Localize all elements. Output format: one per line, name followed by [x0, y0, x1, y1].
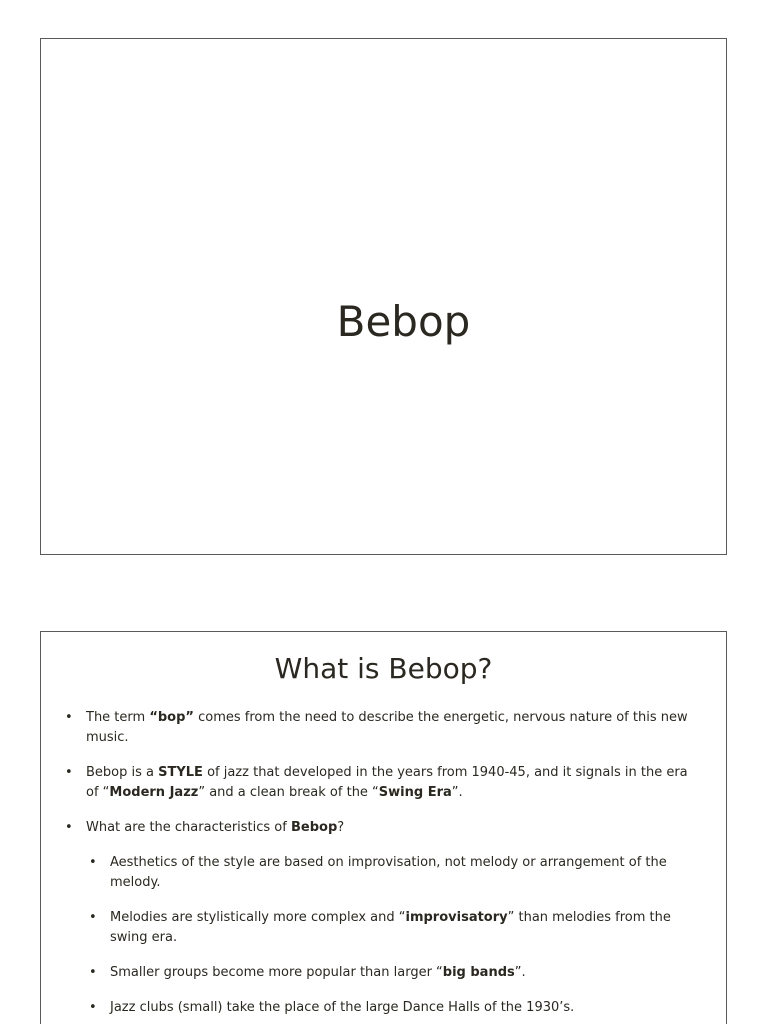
bullet-item	[65, 818, 698, 838]
sub-bullet-item	[65, 998, 698, 1018]
bullet-text: The term “bop” comes from the need to describe the energetic, nervous nature of this new music.	[86, 710, 688, 745]
bullet-dot-icon: •	[65, 765, 73, 780]
sub-bullet-text: Smaller groups become more popular than larger “big bands”.	[110, 965, 526, 980]
title-slide	[40, 38, 727, 555]
slide-heading: What is Bebop?	[274, 652, 493, 685]
bullet-text: What are the characteristics of Bebop?	[86, 820, 345, 835]
sub-bullet-text: Melodies are stylistically more complex and “improvisatory” than melodies from the swing era.	[110, 910, 671, 945]
bullet-dot-icon: •	[89, 1000, 97, 1015]
sub-bullet-item	[65, 963, 698, 983]
sub-bullet-item	[65, 853, 698, 893]
bullet-text: Bebop is a STYLE of jazz that developed in the years from 1940-45, and it signals in the era of “Modern Jazz” and a clean break of the “Swing Era”.	[86, 765, 688, 800]
bullet-list	[65, 708, 698, 1018]
bullet-item	[65, 763, 698, 803]
slide-title: Bebop	[336, 297, 471, 346]
sub-bullet-text: Aesthetics of the style are based on improvisation, not melody or arrangement of the melody.	[110, 855, 667, 890]
bullet-dot-icon: •	[89, 855, 97, 870]
bullet-item	[65, 708, 698, 748]
sub-bullet-text: Jazz clubs (small) take the place of the large Dance Halls of the 1930’s.	[110, 1000, 575, 1015]
sub-bullet-item	[65, 908, 698, 948]
bullet-dot-icon: •	[65, 820, 73, 835]
bullet-dot-icon: •	[89, 965, 97, 980]
bullet-dot-icon: •	[65, 710, 73, 725]
content-slide	[40, 631, 727, 1024]
bullet-dot-icon: •	[89, 910, 97, 925]
